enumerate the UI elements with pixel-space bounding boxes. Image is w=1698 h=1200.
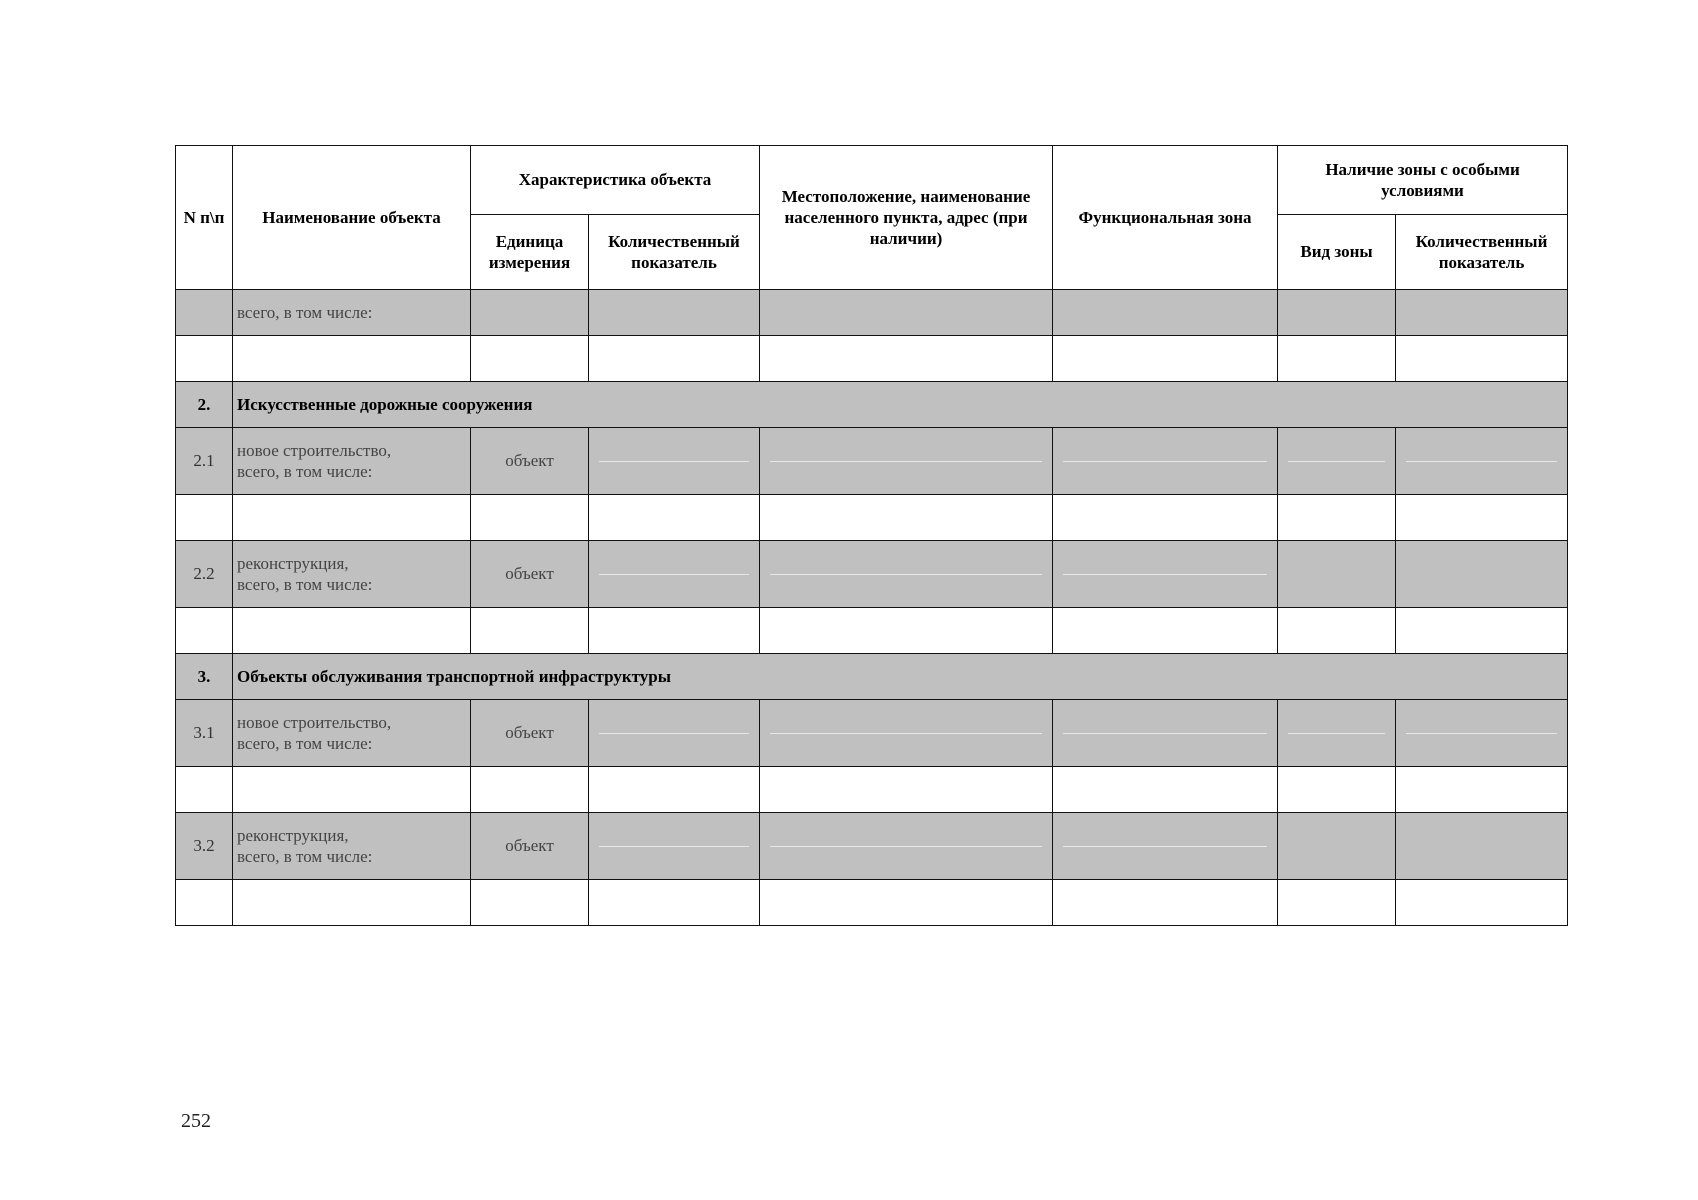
cell-location [760,813,1053,880]
page-number: 252 [181,1110,211,1132]
name-line-1: реконструкция, [237,553,349,573]
cell-quantity [589,428,760,495]
cell-zone-quantity [1396,290,1568,336]
cell-name [233,428,471,495]
cell-name: всего, в том числе: [233,290,471,336]
header-zone-quantity: Количественный показатель [1396,215,1568,290]
header-name: Наименование объекта [233,146,471,290]
cell-name [233,700,471,767]
cell-functional-zone [1053,541,1278,608]
section-num: 3. [176,654,233,700]
planning-objects-table [175,145,1568,926]
table-row-blank [176,336,1568,382]
header-quantity: Количественный показатель [589,215,760,290]
header-zone-type: Вид зоны [1278,215,1396,290]
cell-zone-quantity [1396,541,1568,608]
header-num: N п\п [176,146,233,290]
cell-name [233,813,471,880]
section-title: Объекты обслуживания транспортной инфраструктуры [233,654,1568,700]
cell-num: 3.2 [176,813,233,880]
name-line-2: всего, в том числе: [237,734,373,753]
cell-location [760,428,1053,495]
header-functional-zone: Функциональная зона [1053,146,1278,290]
header-unit: Единица измерения [471,215,589,290]
table-row-total [176,290,1568,336]
name-line-2: всего, в том числе: [237,462,373,481]
cell-functional-zone [1053,290,1278,336]
cell-quantity [589,700,760,767]
header-row-1 [176,146,1568,215]
name-line-2: всего, в том числе: [237,575,373,594]
cell-zone-type [1278,700,1396,767]
cell-location [760,541,1053,608]
cell-unit: объект [471,428,589,495]
cell-location [760,700,1053,767]
cell-num [176,290,233,336]
name-line-1: новое строительство, [237,440,392,460]
name-line-1: новое строительство, [237,712,392,732]
name-line-1: реконструкция, [237,825,349,845]
cell-zone-type [1278,428,1396,495]
table-row-blank [176,495,1568,541]
section-num: 2. [176,382,233,428]
section-title: Искусственные дорожные сооружения [233,382,1568,428]
cell-functional-zone [1053,700,1278,767]
table-row [176,428,1568,495]
header-characteristic: Характеристика объекта [471,146,760,215]
cell-num: 2.1 [176,428,233,495]
section-row [176,382,1568,428]
cell-quantity [589,290,760,336]
table-row [176,813,1568,880]
cell-functional-zone [1053,428,1278,495]
cell-num: 2.2 [176,541,233,608]
table-row [176,541,1568,608]
table-row-blank [176,880,1568,926]
cell-zone-type [1278,813,1396,880]
cell-name [233,541,471,608]
cell-location [760,290,1053,336]
header-special-zone: Наличие зоны с особыми условиями [1278,146,1568,215]
cell-functional-zone [1053,813,1278,880]
cell-zone-quantity [1396,428,1568,495]
header-location: Местоположение, наименование населенного пункта, адрес (при наличии) [760,146,1053,290]
table-row-blank [176,608,1568,654]
cell-unit [471,290,589,336]
cell-unit: объект [471,541,589,608]
cell-unit: объект [471,813,589,880]
cell-quantity [589,541,760,608]
cell-zone-type [1278,290,1396,336]
cell-zone-quantity [1396,700,1568,767]
table-row [176,700,1568,767]
table-row-blank [176,767,1568,813]
cell-num: 3.1 [176,700,233,767]
cell-zone-type [1278,541,1396,608]
cell-zone-quantity [1396,813,1568,880]
section-row [176,654,1568,700]
name-line-2: всего, в том числе: [237,847,373,866]
cell-unit: объект [471,700,589,767]
cell-quantity [589,813,760,880]
